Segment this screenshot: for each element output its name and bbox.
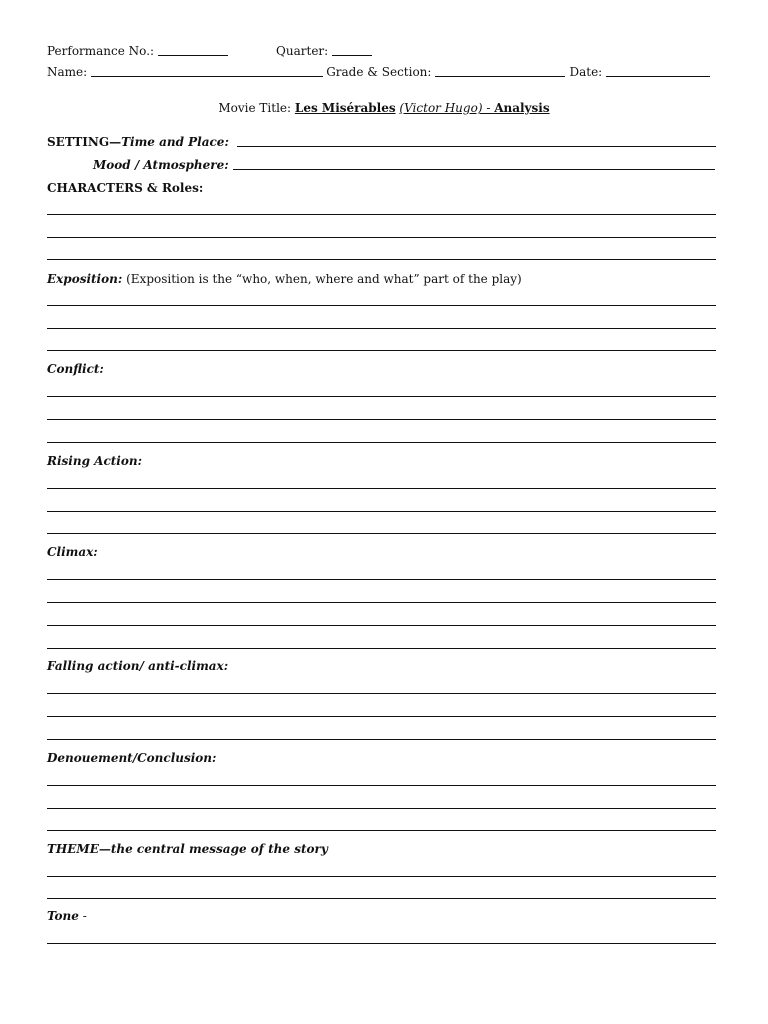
theme-heading xyxy=(47,842,328,856)
falling-action-line-3[interactable] xyxy=(47,739,716,740)
performance-field[interactable] xyxy=(158,55,228,56)
name-row xyxy=(47,65,716,79)
characters-line-3[interactable] xyxy=(47,259,716,260)
tone-heading xyxy=(47,909,87,923)
date-field[interactable] xyxy=(606,76,710,77)
rising-action-line-2[interactable] xyxy=(47,511,716,512)
setting-label: SETTING— xyxy=(47,135,122,149)
exposition-label: Exposition: xyxy=(47,272,123,286)
exposition-line-1[interactable] xyxy=(47,305,716,306)
falling-action-heading: Falling action/ anti-climax: xyxy=(47,659,229,673)
falling-action-line-1[interactable] xyxy=(47,693,716,694)
name-field[interactable] xyxy=(91,76,323,77)
conflict-line-3[interactable] xyxy=(47,442,716,443)
theme-line-2[interactable] xyxy=(47,898,716,899)
characters-heading: CHARACTERS & Roles: xyxy=(47,181,204,195)
movie-title: Les Misérables xyxy=(294,101,396,115)
climax-heading: Climax: xyxy=(47,545,98,559)
rising-action-heading: Rising Action: xyxy=(47,454,143,468)
page-title xyxy=(0,101,768,115)
exposition-line-2[interactable] xyxy=(47,328,716,329)
climax-line-3[interactable] xyxy=(47,625,716,626)
mood-row xyxy=(93,158,716,172)
rising-action-line-1[interactable] xyxy=(47,488,716,489)
title-prefix: Movie Title: xyxy=(218,101,292,115)
time-place-field[interactable] xyxy=(237,146,716,147)
characters-line-1[interactable] xyxy=(47,214,716,215)
conflict-line-1[interactable] xyxy=(47,396,716,397)
theme-label: THEME xyxy=(47,842,99,856)
mood-field[interactable] xyxy=(233,169,715,170)
denouement-line-3[interactable] xyxy=(47,830,716,831)
grade-section-field[interactable] xyxy=(435,76,565,77)
tone-dash: - xyxy=(78,909,87,923)
conflict-heading: Conflict: xyxy=(47,362,104,376)
grade-section-label: Grade & Section: xyxy=(326,65,432,79)
falling-action-line-2[interactable] xyxy=(47,716,716,717)
denouement-line-1[interactable] xyxy=(47,785,716,786)
quarter-field[interactable] xyxy=(332,55,372,56)
title-suffix: Analysis xyxy=(494,101,550,115)
date-label: Date: xyxy=(569,65,603,79)
mood-label: Mood / Atmosphere: xyxy=(93,158,229,172)
exposition-note: (Exposition is the “who, when, where and what” part of the play) xyxy=(126,272,522,286)
climax-line-1[interactable] xyxy=(47,579,716,580)
tone-line-1[interactable] xyxy=(47,943,716,944)
quarter-label: Quarter: xyxy=(276,44,329,58)
theme-line-1[interactable] xyxy=(47,876,716,877)
tone-label: Tone xyxy=(47,909,79,923)
exposition-line-3[interactable] xyxy=(47,350,716,351)
denouement-heading: Denouement/Conclusion: xyxy=(47,751,217,765)
performance-row xyxy=(47,44,372,58)
exposition-heading xyxy=(47,272,522,286)
climax-line-2[interactable] xyxy=(47,602,716,603)
characters-line-2[interactable] xyxy=(47,237,716,238)
denouement-line-2[interactable] xyxy=(47,808,716,809)
title-dash: - xyxy=(482,101,495,115)
theme-note: —the central message of the story xyxy=(98,842,328,856)
setting-time-row xyxy=(47,135,716,149)
rising-action-line-3[interactable] xyxy=(47,533,716,534)
climax-line-4[interactable] xyxy=(47,648,716,649)
conflict-line-2[interactable] xyxy=(47,419,716,420)
movie-author: (Victor Hugo) xyxy=(399,101,483,115)
name-label: Name: xyxy=(47,65,88,79)
performance-label: Performance No.: xyxy=(47,44,155,58)
time-place-label: Time and Place: xyxy=(121,135,229,149)
